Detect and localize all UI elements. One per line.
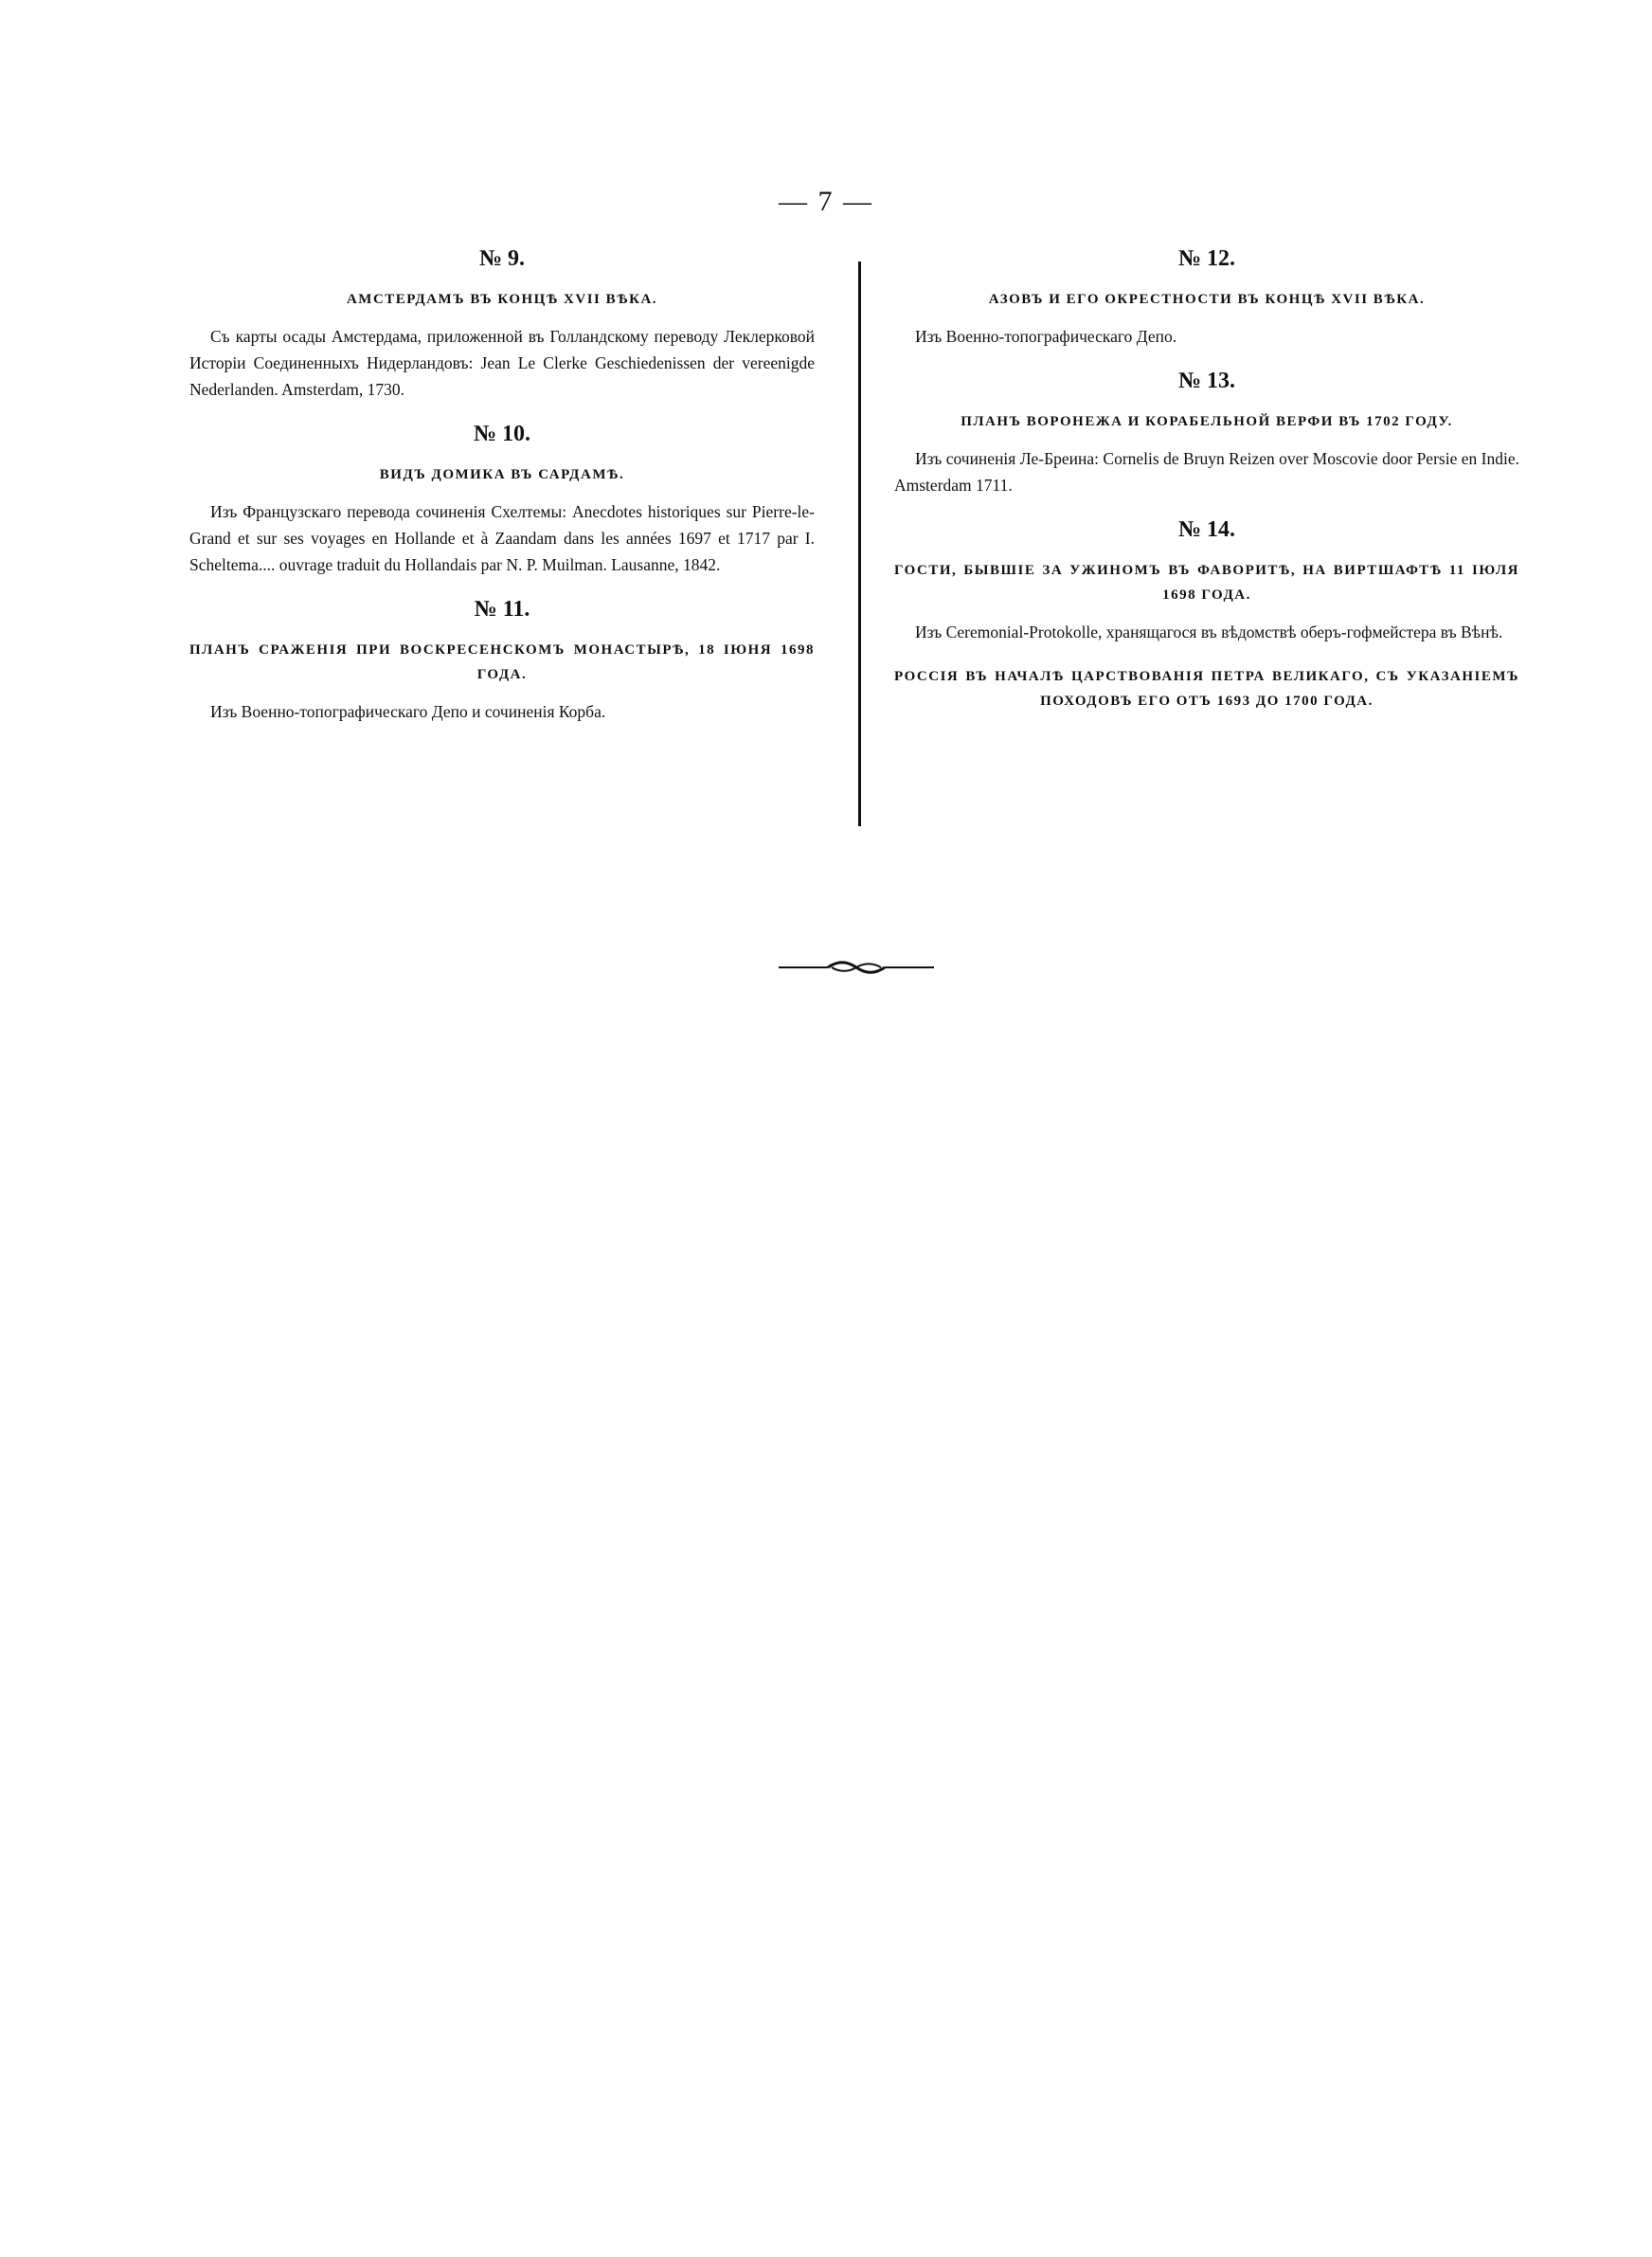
entry-number: № 13. (1177, 369, 1236, 393)
entry-13 (894, 369, 1519, 498)
entry-source: Изъ сочиненія Ле-Бреина: Cornelis de Bruyn Reizen over Moscovie door Persie en Indie. Amsterdam 1711. (894, 449, 1519, 495)
entry-number: № 12. (1177, 246, 1236, 271)
entry-number: № 10. (473, 422, 531, 446)
entry-source: Изъ Французскаго перевода сочиненія Схелтемы: Anecdotes historiques sur Pierre-le-Grand et sur ses voyages en Hollande et à Zaandam dans les années 1697 et 1717 par I. Scheltema.... ouvrage traduit du Hollandais par N. P. Muilman. Lausanne, 1842. (189, 502, 815, 574)
column-divider (858, 262, 861, 826)
left-column (189, 246, 815, 744)
entry-title: РОССІЯ ВЪ НАЧАЛѢ ЦАРСТВОВАНІЯ ПЕТРА ВЕЛИКАГО, СЪ УКАЗАНІЕМЪ ПОХОДОВЪ ЕГО ОТЪ 1693 ДО 1700 ГОДА. (894, 669, 1519, 709)
entry-title: ВИДЪ ДОМИКА ВЪ САРДАМѢ. (379, 467, 625, 482)
ornament-divider-icon (779, 959, 934, 976)
entry-9 (189, 246, 815, 403)
entry-title: АМСТЕРДАМЪ ВЪ КОНЦѢ XVII ВѢКА. (346, 292, 658, 307)
entry-10 (189, 422, 815, 578)
entry-map-russia (894, 664, 1519, 713)
entry-title: ПЛАНЪ СРАЖЕНІЯ ПРИ ВОСКРЕСЕНСКОМЪ МОНАСТЫРѢ, 18 ІЮНЯ 1698 ГОДА. (189, 642, 815, 682)
entry-title: ПЛАНЪ ВОРОНЕЖА И КОРАБЕЛЬНОЙ ВЕРФИ ВЪ 1702 ГОДУ. (961, 414, 1453, 429)
entry-source: Изъ Военно-топографическаго Депо. (915, 327, 1177, 346)
right-column (894, 246, 1519, 725)
entry-title: ГОСТИ, БЫВШІЕ ЗА УЖИНОМЪ ВЪ ФАВОРИТѢ, НА ВИРТШАФТѢ 11 ІЮЛЯ 1698 ГОДА. (894, 563, 1519, 603)
entry-number: № 9. (478, 246, 526, 271)
entry-14 (894, 517, 1519, 645)
entry-11 (189, 597, 815, 725)
entry-number: № 11. (474, 597, 530, 622)
entry-source: Изъ Военно-топографическаго Депо и сочиненія Корба. (210, 702, 606, 721)
page-number: — 7 — (779, 186, 873, 217)
entry-source: Съ карты осады Амстердама, приложенной въ Голландскому переводу Леклерковой Исторіи Соединенныхъ Нидерландовъ: Jean Le Clerke Geschiedenissen der vereenigde Nederlanden. Amsterdam, 1730. (189, 327, 815, 399)
entry-12 (894, 246, 1519, 350)
entry-source: Изъ Ceremonial-Protokolle, хранящагося въ вѣдомствѣ оберъ-гофмейстера въ Вѣнѣ. (915, 623, 1503, 641)
entry-number: № 14. (1177, 517, 1236, 542)
entry-title: АЗОВЪ И ЕГО ОКРЕСТНОСТИ ВЪ КОНЦѢ XVII ВѢКА. (988, 292, 1426, 307)
